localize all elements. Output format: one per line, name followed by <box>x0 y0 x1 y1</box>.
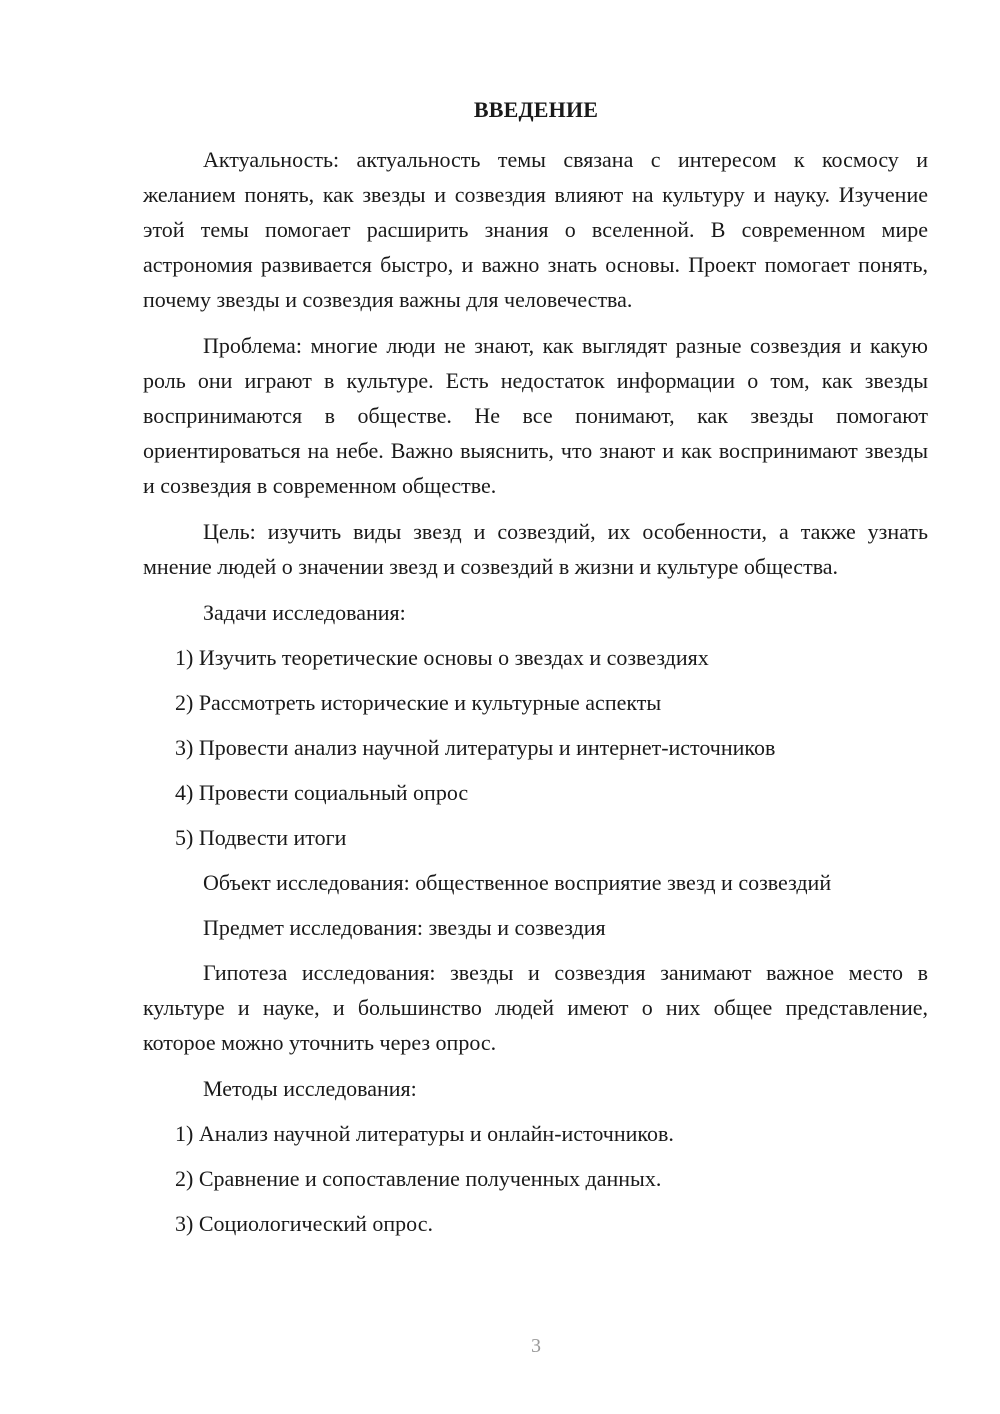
goal-paragraph: Цель: изучить виды звезд и созвездий, их особенности, а также узнать мнение людей о значении звезд и созвездий в жизни и культуре общества. <box>143 519 928 579</box>
method-item: 1) Анализ научной литературы и онлайн-источников. <box>175 1121 674 1146</box>
section-heading: ВВЕДЕНИЕ <box>473 97 599 122</box>
research-object: Объект исследования: общественное восприятие звезд и созвездий <box>203 870 832 895</box>
research-subject: Предмет исследования: звезды и созвездия <box>203 915 606 940</box>
problem-paragraph: Проблема: многие люди не знают, как выглядят разные созвездия и какую роль они играют в культуре. Есть недостаток информации о том, как звезды воспринимаются в обществе. Не все понимают, как звезды помогают ориентироваться на небе. Важно выяснить, что знают и как воспринимают звезды и созвездия в современном обществе. <box>143 333 928 498</box>
document-body <box>143 142 928 1251</box>
task-item: 2) Рассмотреть исторические и культурные аспекты <box>175 690 662 715</box>
task-item: 5) Подвести итоги <box>175 825 347 850</box>
method-item: 3) Социологический опрос. <box>175 1211 433 1236</box>
task-item: 3) Провести анализ научной литературы и интернет-источников <box>175 735 776 760</box>
tasks-title: Задачи исследования: <box>203 600 406 625</box>
page-number: 3 <box>531 1335 541 1357</box>
hypothesis-paragraph: Гипотеза исследования: звезды и созвездия занимают важное место в культуре и науке, и большинство людей имеют о них общее представление, которое можно уточнить через опрос. <box>143 960 928 1055</box>
methods-list <box>143 1116 928 1241</box>
relevance-paragraph: Актуальность: актуальность темы связана с интересом к космосу и желанием понять, как звезды и созвездия влияют на культуру и науку. Изучение этой темы помогает расширить знания о вселенной. В современном мире астрономия развивается быстро, и важно знать основы. Проект помогает понять, почему звезды и созвездия важны для человечества. <box>143 147 928 312</box>
tasks-list <box>143 640 928 855</box>
method-item: 2) Сравнение и сопоставление полученных данных. <box>175 1166 662 1191</box>
task-item: 4) Провести социальный опрос <box>175 780 469 805</box>
task-item: 1) Изучить теоретические основы о звездах и созвездиях <box>175 645 709 670</box>
methods-title: Методы исследования: <box>203 1076 417 1101</box>
